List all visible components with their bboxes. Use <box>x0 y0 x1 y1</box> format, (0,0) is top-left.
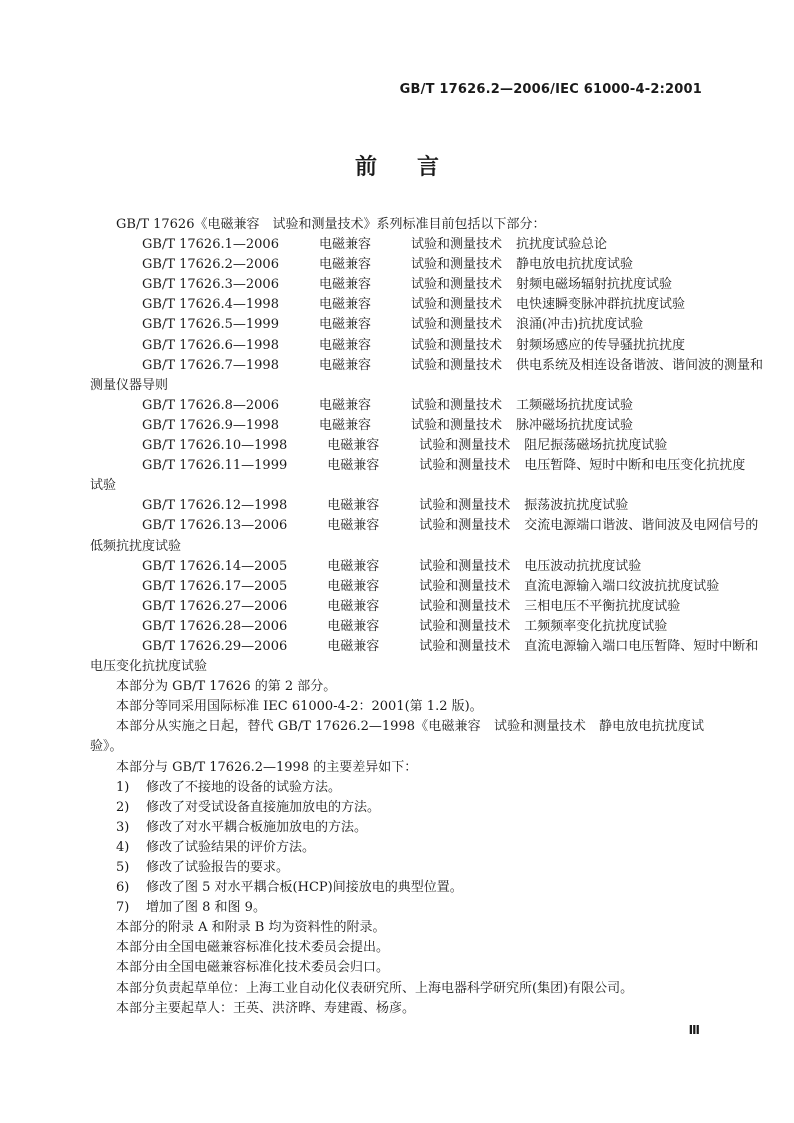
part-code: GB/T 17626.7—1998 <box>142 357 279 373</box>
part-title: 静电放电抗扰度试验 <box>516 257 634 273</box>
part-title-continuation: 试验 <box>90 478 117 494</box>
part-topic: 电磁兼容 <box>327 518 380 534</box>
part-code: GB/T 17626.6—1998 <box>142 337 279 353</box>
part-subtopic: 试验和测量技术 <box>419 618 511 634</box>
change-item <box>90 878 704 898</box>
part-topic: 电磁兼容 <box>327 598 380 614</box>
part-title: 电快速瞬变脉冲群抗扰度试验 <box>516 297 686 313</box>
part-row <box>90 416 704 436</box>
part-row <box>90 295 704 315</box>
part-subtopic: 试验和测量技术 <box>410 357 502 373</box>
title-char-1: 前 <box>354 155 377 180</box>
part-row <box>90 396 704 416</box>
title-char-2: 言 <box>417 155 440 180</box>
change-text: 增加了图 8 和图 9。 <box>146 900 266 916</box>
part-row <box>90 235 704 255</box>
change-item <box>90 858 704 878</box>
part-title: 浪涌(冲击)抗扰度试验 <box>516 317 644 333</box>
change-text: 修改了试验结果的评价方法。 <box>146 839 316 855</box>
change-text: 修改了对水平耦合板施加放电的方法。 <box>146 819 368 835</box>
closing-paragraph: 本部分的附录 A 和附录 B 均为资料性的附录。 <box>116 920 386 936</box>
part-subtopic: 试验和测量技术 <box>419 458 511 474</box>
part-code: GB/T 17626.14—2005 <box>142 558 288 574</box>
part-subtopic: 试验和测量技术 <box>410 257 502 273</box>
statements-list <box>90 677 704 777</box>
part-subtopic: 试验和测量技术 <box>419 518 511 534</box>
part-subtopic: 试验和测量技术 <box>419 598 511 614</box>
part-title: 三相电压不平衡抗扰度试验 <box>524 598 681 614</box>
change-number: 3) <box>116 819 130 835</box>
document-body <box>90 215 764 1019</box>
change-item <box>90 898 704 918</box>
part-subtopic: 试验和测量技术 <box>410 337 502 353</box>
changes-list <box>90 778 704 919</box>
part-code: GB/T 17626.2—2006 <box>142 257 279 273</box>
part-row <box>90 336 704 356</box>
part-title: 抗扰度试验总论 <box>516 237 608 253</box>
part-code: GB/T 17626.27—2006 <box>142 598 288 614</box>
change-number: 2) <box>116 799 130 815</box>
change-text: 修改了试验报告的要求。 <box>146 860 290 875</box>
part-row <box>90 275 704 295</box>
part-code: GB/T 17626.13—2006 <box>142 518 288 534</box>
closing-paragraph: 本部分主要起草人：王英、洪济晔、寿建霞、杨彦。 <box>116 1000 416 1016</box>
part-topic: 电磁兼容 <box>318 417 371 433</box>
part-code: GB/T 17626.5—1999 <box>142 317 279 333</box>
change-number: 6) <box>116 880 130 896</box>
change-number: 7) <box>116 900 130 916</box>
change-number: 5) <box>116 860 130 875</box>
part-title: 振荡波抗扰度试验 <box>524 498 629 514</box>
closing-paragraph: 本部分由全国电磁兼容标准化技术委员会归口。 <box>116 960 390 976</box>
part-topic: 电磁兼容 <box>327 458 380 474</box>
statement-paragraph: 本部分从实施之日起，替代 GB/T 17626.2—1998《电磁兼容 试验和测量技术 静电放电抗扰度试验》。 <box>90 719 704 755</box>
part-title: 阻尼振荡磁场抗扰度试验 <box>524 438 668 454</box>
part-code: GB/T 17626.29—2006 <box>142 638 288 654</box>
part-title: 电压波动抗扰度试验 <box>524 558 642 574</box>
part-row <box>90 315 704 335</box>
intro-paragraph: GB/T 17626《电磁兼容 试验和测量技术》系列标准目前包括以下部分： <box>116 217 546 232</box>
part-topic: 电磁兼容 <box>327 558 380 574</box>
part-subtopic: 试验和测量技术 <box>419 578 511 594</box>
page-title <box>0 150 794 181</box>
part-topic: 电磁兼容 <box>318 317 371 333</box>
part-subtopic: 试验和测量技术 <box>410 417 502 433</box>
change-item <box>90 838 704 858</box>
part-topic: 电磁兼容 <box>318 237 371 253</box>
change-item <box>90 778 704 798</box>
part-title: 电压暂降、短时中断和电压变化抗扰度 <box>524 458 746 474</box>
part-title: 工频磁场抗扰度试验 <box>516 397 634 413</box>
closing-paragraph: 本部分负责起草单位：上海工业自动化仪表研究所、上海电器科学研究所(集团)有限公司。 <box>116 980 634 996</box>
part-title: 射频场感应的传导骚扰抗扰度 <box>516 337 686 353</box>
part-title: 射频电磁场辐射抗扰度试验 <box>516 277 673 293</box>
part-topic: 电磁兼容 <box>327 438 380 454</box>
change-number: 4) <box>116 839 130 855</box>
standard-header: GB/T 17626.2—2006/IEC 61000-4-2:2001 <box>399 82 702 97</box>
change-item <box>90 818 704 838</box>
part-subtopic: 试验和测量技术 <box>419 498 511 514</box>
part-topic: 电磁兼容 <box>318 357 371 373</box>
part-subtopic: 试验和测量技术 <box>419 558 511 574</box>
part-title: 交流电源端口谐波、谐间波及电网信号的 <box>524 518 759 534</box>
part-title: 直流电源输入端口电压暂降、短时中断和 <box>524 638 759 654</box>
parts-list <box>90 235 764 677</box>
part-topic: 电磁兼容 <box>318 257 371 273</box>
part-row <box>90 617 704 637</box>
part-title: 直流电源输入端口纹波抗扰度试验 <box>524 578 720 594</box>
part-title: 脉冲磁场抗扰度试验 <box>516 417 634 433</box>
closing-list <box>90 918 704 1018</box>
part-row <box>90 496 704 516</box>
statement-paragraph: 本部分为 GB/T 17626 的第 2 部分。 <box>116 679 337 695</box>
part-code: GB/T 17626.10—1998 <box>142 438 288 454</box>
part-code: GB/T 17626.28—2006 <box>142 618 288 634</box>
part-subtopic: 试验和测量技术 <box>410 397 502 413</box>
statement-paragraph: 本部分与 GB/T 17626.2—1998 的主要差异如下： <box>116 759 418 775</box>
part-code: GB/T 17626.11—1999 <box>142 458 288 474</box>
part-code: GB/T 17626.1—2006 <box>142 237 279 253</box>
part-code: GB/T 17626.17—2005 <box>142 578 288 594</box>
part-topic: 电磁兼容 <box>318 337 371 353</box>
part-row <box>90 637 759 657</box>
part-row <box>90 516 759 536</box>
part-row <box>90 436 704 456</box>
part-code: GB/T 17626.3—2006 <box>142 277 279 293</box>
part-topic: 电磁兼容 <box>327 638 380 654</box>
part-subtopic: 试验和测量技术 <box>410 237 502 253</box>
part-subtopic: 试验和测量技术 <box>410 297 502 313</box>
part-subtopic: 试验和测量技术 <box>410 277 502 293</box>
part-row <box>90 557 704 577</box>
part-topic: 电磁兼容 <box>318 297 371 313</box>
change-number: 1) <box>116 779 130 795</box>
part-title: 工频频率变化抗扰度试验 <box>524 618 668 634</box>
page-number: Ⅲ <box>688 1023 700 1037</box>
part-topic: 电磁兼容 <box>318 277 371 293</box>
part-title-continuation: 电压变化抗扰度试验 <box>90 659 208 675</box>
part-subtopic: 试验和测量技术 <box>410 317 502 333</box>
statement-paragraph: 本部分等同采用国际标准 IEC 61000-4-2：2001(第 1.2 版)。 <box>116 699 483 715</box>
part-row <box>90 456 746 476</box>
change-text: 修改了对受试设备直接施加放电的方法。 <box>146 799 381 815</box>
part-code: GB/T 17626.12—1998 <box>142 498 288 514</box>
change-text: 修改了不接地的设备的试验方法。 <box>146 779 342 795</box>
part-code: GB/T 17626.9—1998 <box>142 417 279 433</box>
part-title-continuation: 测量仪器导则 <box>90 377 169 393</box>
part-topic: 电磁兼容 <box>327 498 380 514</box>
change-text: 修改了图 5 对水平耦合板(HCP)间接放电的典型位置。 <box>146 880 463 896</box>
change-item <box>90 798 704 818</box>
part-row <box>90 356 764 376</box>
part-subtopic: 试验和测量技术 <box>419 638 511 654</box>
part-topic: 电磁兼容 <box>327 578 380 594</box>
part-topic: 电磁兼容 <box>327 618 380 634</box>
part-topic: 电磁兼容 <box>318 397 371 413</box>
closing-paragraph: 本部分由全国电磁兼容标准化技术委员会提出。 <box>116 940 390 956</box>
part-title: 供电系统及相连设备谐波、谐间波的测量和 <box>516 357 764 373</box>
part-code: GB/T 17626.4—1998 <box>142 297 279 313</box>
part-title-continuation: 低频抗扰度试验 <box>90 538 182 554</box>
part-row <box>90 597 704 617</box>
part-row <box>90 255 704 275</box>
part-subtopic: 试验和测量技术 <box>419 438 511 454</box>
part-code: GB/T 17626.8—2006 <box>142 397 279 413</box>
part-row <box>90 577 720 597</box>
